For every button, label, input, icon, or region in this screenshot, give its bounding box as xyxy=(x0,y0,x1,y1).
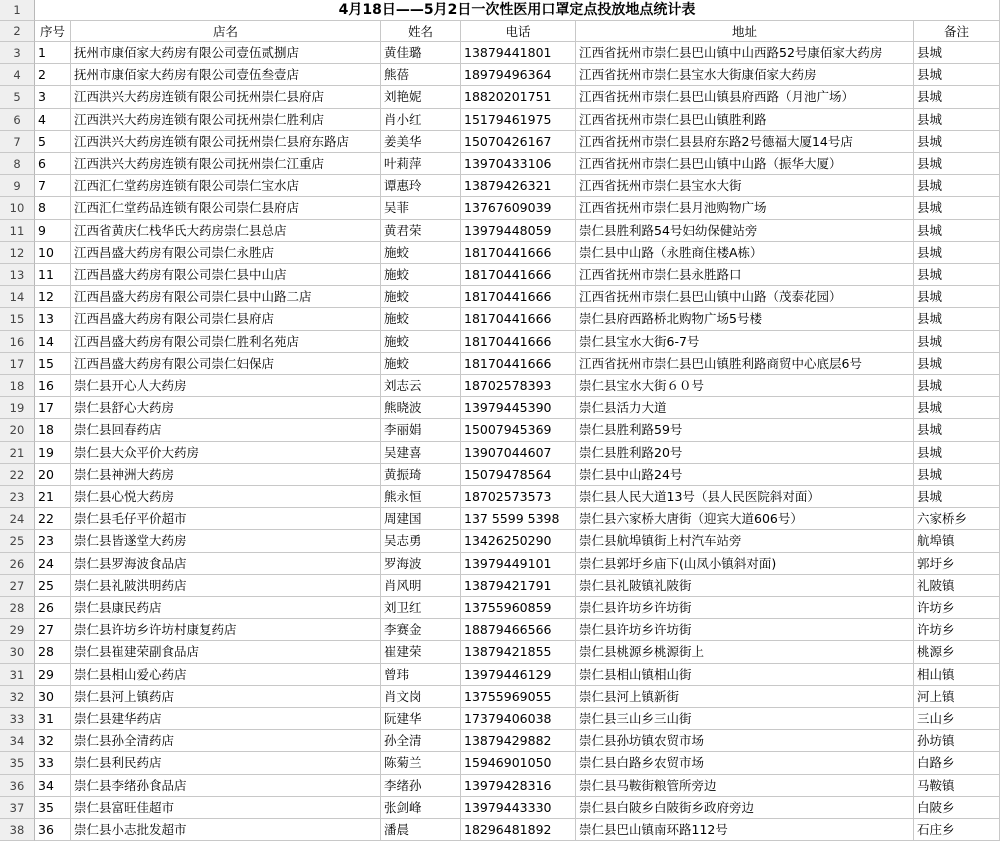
table-row xyxy=(0,508,1000,530)
cell-seq[interactable]: 26 xyxy=(35,597,71,619)
cell-phone[interactable]: 18170441666 xyxy=(461,331,576,353)
cell-seq[interactable]: 6 xyxy=(35,153,71,175)
cell-contact-name[interactable]: 孙全清 xyxy=(381,730,461,752)
cell-note[interactable]: 县城 xyxy=(914,442,1000,464)
cell-address[interactable]: 崇仁县中山路（永胜商住楼A栋） xyxy=(576,242,914,264)
cell-note[interactable]: 三山乡 xyxy=(914,708,1000,730)
cell-store-name[interactable]: 江西洪兴大药房连锁有限公司抚州崇仁县府东路店 xyxy=(71,131,381,153)
cell-note[interactable]: 县城 xyxy=(914,308,1000,330)
row-number[interactable]: 14 xyxy=(0,286,35,308)
cell-note[interactable]: 白路乡 xyxy=(914,752,1000,774)
cell-store-name[interactable]: 崇仁县崔建荣副食品店 xyxy=(71,641,381,663)
header-address[interactable]: 地址 xyxy=(576,21,914,42)
table-row xyxy=(0,131,1000,153)
cell-phone[interactable]: 13879421855 xyxy=(461,641,576,663)
cell-seq[interactable]: 24 xyxy=(35,553,71,575)
cell-seq[interactable]: 20 xyxy=(35,464,71,486)
cell-phone[interactable]: 18170441666 xyxy=(461,242,576,264)
cell-note[interactable]: 航埠镇 xyxy=(914,530,1000,552)
cell-address[interactable]: 江西省抚州市崇仁县巴山镇胜利路商贸中心底层6号 xyxy=(576,353,914,375)
cell-seq[interactable]: 23 xyxy=(35,530,71,552)
table-row xyxy=(0,530,1000,552)
cell-contact-name[interactable]: 熊蓓 xyxy=(381,64,461,86)
cell-store-name[interactable]: 江西省黄庆仁栈华氏大药房崇仁县总店 xyxy=(71,220,381,242)
cell-contact-name[interactable]: 施蛟 xyxy=(381,286,461,308)
cell-phone[interactable]: 13907044607 xyxy=(461,442,576,464)
cell-seq[interactable]: 11 xyxy=(35,264,71,286)
cell-seq[interactable]: 33 xyxy=(35,752,71,774)
cell-seq[interactable]: 4 xyxy=(35,109,71,131)
cell-store-name[interactable]: 江西昌盛大药房有限公司崇仁县中山店 xyxy=(71,264,381,286)
cell-phone[interactable]: 15946901050 xyxy=(461,752,576,774)
table-row xyxy=(0,175,1000,197)
cell-seq[interactable]: 2 xyxy=(35,64,71,86)
cell-address[interactable]: 崇仁县白路乡农贸市场 xyxy=(576,752,914,774)
cell-store-name[interactable]: 江西汇仁堂药品连锁有限公司崇仁县府店 xyxy=(71,197,381,219)
row-number[interactable]: 22 xyxy=(0,464,35,486)
cell-store-name[interactable]: 崇仁县康民药店 xyxy=(71,597,381,619)
row-number[interactable]: 27 xyxy=(0,575,35,597)
cell-store-name[interactable]: 崇仁县回春药店 xyxy=(71,419,381,441)
cell-seq[interactable]: 14 xyxy=(35,331,71,353)
cell-seq[interactable]: 1 xyxy=(35,42,71,64)
cell-phone[interactable]: 13979428316 xyxy=(461,775,576,797)
row-number[interactable]: 34 xyxy=(0,730,35,752)
cell-contact-name[interactable]: 施蛟 xyxy=(381,264,461,286)
row-number[interactable]: 35 xyxy=(0,752,35,774)
cell-address[interactable]: 崇仁县宝水大街6-7号 xyxy=(576,331,914,353)
cell-store-name[interactable]: 江西洪兴大药房连锁有限公司抚州崇仁江重店 xyxy=(71,153,381,175)
header-seq[interactable]: 序号 xyxy=(35,21,71,42)
row-number[interactable]: 29 xyxy=(0,619,35,641)
cell-contact-name[interactable]: 陈菊兰 xyxy=(381,752,461,774)
cell-address[interactable]: 江西省抚州市崇仁县县府东路2号德福大厦14号店 xyxy=(576,131,914,153)
table-row xyxy=(0,819,1000,841)
table-row xyxy=(0,775,1000,797)
cell-phone[interactable]: 18879466566 xyxy=(461,619,576,641)
cell-phone[interactable]: 13755960859 xyxy=(461,597,576,619)
row-number[interactable]: 7 xyxy=(0,131,35,153)
cell-address[interactable]: 崇仁县桃源乡桃源街上 xyxy=(576,641,914,663)
cell-contact-name[interactable]: 刘志云 xyxy=(381,375,461,397)
cell-store-name[interactable]: 江西昌盛大药房有限公司崇仁胜利名苑店 xyxy=(71,331,381,353)
cell-note[interactable]: 县城 xyxy=(914,109,1000,131)
cell-contact-name[interactable]: 熊永恒 xyxy=(381,486,461,508)
cell-seq[interactable]: 16 xyxy=(35,375,71,397)
table-row xyxy=(0,752,1000,774)
table-row xyxy=(0,464,1000,486)
cell-note[interactable]: 县城 xyxy=(914,175,1000,197)
cell-contact-name[interactable]: 施蛟 xyxy=(381,242,461,264)
cell-note[interactable]: 县城 xyxy=(914,375,1000,397)
cell-store-name[interactable]: 崇仁县小志批发超市 xyxy=(71,819,381,841)
table-row xyxy=(0,397,1000,419)
row-number[interactable]: 17 xyxy=(0,353,35,375)
table-row xyxy=(0,641,1000,663)
cell-address[interactable]: 崇仁县胜利路59号 xyxy=(576,419,914,441)
sheet-title[interactable]: 4月18日——5月2日一次性医用口罩定点投放地点统计表 xyxy=(35,0,1000,21)
cell-contact-name[interactable]: 黄君荣 xyxy=(381,220,461,242)
cell-contact-name[interactable]: 周建国 xyxy=(381,508,461,530)
row-number[interactable]: 20 xyxy=(0,419,35,441)
cell-address[interactable]: 崇仁县河上镇新街 xyxy=(576,686,914,708)
cell-note[interactable]: 白陂乡 xyxy=(914,797,1000,819)
cell-contact-name[interactable]: 罗海波 xyxy=(381,553,461,575)
row-number[interactable]: 8 xyxy=(0,153,35,175)
table-row xyxy=(0,153,1000,175)
cell-store-name[interactable]: 崇仁县利民药店 xyxy=(71,752,381,774)
row-number[interactable]: 18 xyxy=(0,375,35,397)
cell-seq[interactable]: 27 xyxy=(35,619,71,641)
table-row xyxy=(0,64,1000,86)
cell-seq[interactable]: 3 xyxy=(35,86,71,108)
cell-note[interactable]: 桃源乡 xyxy=(914,641,1000,663)
cell-address[interactable]: 崇仁县相山镇相山街 xyxy=(576,664,914,686)
cell-phone[interactable]: 13979445390 xyxy=(461,397,576,419)
cell-note[interactable]: 县城 xyxy=(914,264,1000,286)
cell-seq[interactable]: 36 xyxy=(35,819,71,841)
cell-note[interactable]: 河上镇 xyxy=(914,686,1000,708)
table-row xyxy=(0,42,1000,64)
cell-contact-name[interactable]: 姜美华 xyxy=(381,131,461,153)
cell-phone[interactable]: 137 5599 5398 xyxy=(461,508,576,530)
row-number[interactable]: 31 xyxy=(0,664,35,686)
row-number[interactable]: 3 xyxy=(0,42,35,64)
cell-seq[interactable]: 12 xyxy=(35,286,71,308)
cell-address[interactable]: 江西省抚州市崇仁县月池购物广场 xyxy=(576,197,914,219)
row-number[interactable]: 9 xyxy=(0,175,35,197)
cell-store-name[interactable]: 崇仁县开心人大药房 xyxy=(71,375,381,397)
cell-store-name[interactable]: 江西昌盛大药房有限公司崇仁县中山路二店 xyxy=(71,286,381,308)
cell-address[interactable]: 江西省抚州市崇仁县巴山镇中山路（茂泰花园） xyxy=(576,286,914,308)
cell-note[interactable]: 许坊乡 xyxy=(914,619,1000,641)
cell-phone[interactable]: 18170441666 xyxy=(461,353,576,375)
cell-contact-name[interactable]: 张剑峰 xyxy=(381,797,461,819)
cell-address[interactable]: 崇仁县中山路24号 xyxy=(576,464,914,486)
header-name[interactable]: 姓名 xyxy=(381,21,461,42)
table-row xyxy=(0,486,1000,508)
row-number[interactable]: 19 xyxy=(0,397,35,419)
cell-address[interactable]: 江西省抚州市崇仁县巴山镇胜利路 xyxy=(576,109,914,131)
cell-store-name[interactable]: 崇仁县毛仔平价超市 xyxy=(71,508,381,530)
header-note[interactable]: 备注 xyxy=(914,21,1000,42)
cell-seq[interactable]: 30 xyxy=(35,686,71,708)
cell-contact-name[interactable]: 李丽娟 xyxy=(381,419,461,441)
cell-address[interactable]: 崇仁县活力大道 xyxy=(576,397,914,419)
cell-address[interactable]: 崇仁县许坊乡许坊街 xyxy=(576,597,914,619)
cell-contact-name[interactable]: 谭惠玲 xyxy=(381,175,461,197)
cell-note[interactable]: 许坊乡 xyxy=(914,597,1000,619)
cell-seq[interactable]: 19 xyxy=(35,442,71,464)
row-number[interactable]: 10 xyxy=(0,197,35,219)
cell-phone[interactable]: 18170441666 xyxy=(461,264,576,286)
cell-address[interactable]: 崇仁县人民大道13号（县人民医院斜对面） xyxy=(576,486,914,508)
cell-seq[interactable]: 22 xyxy=(35,508,71,530)
row-number[interactable]: 1 xyxy=(0,0,35,21)
cell-note[interactable]: 县城 xyxy=(914,153,1000,175)
cell-address[interactable]: 江西省抚州市崇仁县永胜路口 xyxy=(576,264,914,286)
table-row xyxy=(0,553,1000,575)
table-row xyxy=(0,597,1000,619)
cell-seq[interactable]: 8 xyxy=(35,197,71,219)
cell-seq[interactable]: 28 xyxy=(35,641,71,663)
row-number[interactable]: 32 xyxy=(0,686,35,708)
cell-phone[interactable]: 18702573573 xyxy=(461,486,576,508)
cell-seq[interactable]: 25 xyxy=(35,575,71,597)
table-row xyxy=(0,419,1000,441)
cell-phone[interactable]: 13879426321 xyxy=(461,175,576,197)
row-number[interactable]: 30 xyxy=(0,641,35,663)
cell-note[interactable]: 县城 xyxy=(914,331,1000,353)
cell-address[interactable]: 崇仁县航埠镇街上村汽车站旁 xyxy=(576,530,914,552)
cell-contact-name[interactable]: 曾玮 xyxy=(381,664,461,686)
cell-store-name[interactable]: 江西昌盛大药房有限公司崇仁永胜店 xyxy=(71,242,381,264)
row-number[interactable]: 11 xyxy=(0,220,35,242)
cell-phone[interactable]: 15179461975 xyxy=(461,109,576,131)
cell-note[interactable]: 县城 xyxy=(914,197,1000,219)
cell-store-name[interactable]: 崇仁县许坊乡许坊村康复药店 xyxy=(71,619,381,641)
cell-contact-name[interactable]: 肖风明 xyxy=(381,575,461,597)
cell-address[interactable]: 崇仁县马鞍街粮管所旁边 xyxy=(576,775,914,797)
cell-store-name[interactable]: 崇仁县舒心大药房 xyxy=(71,397,381,419)
cell-contact-name[interactable]: 施蛟 xyxy=(381,331,461,353)
cell-contact-name[interactable]: 吴志勇 xyxy=(381,530,461,552)
cell-note[interactable]: 县城 xyxy=(914,486,1000,508)
cell-seq[interactable]: 10 xyxy=(35,242,71,264)
cell-contact-name[interactable]: 阮建华 xyxy=(381,708,461,730)
cell-address[interactable]: 崇仁县许坊乡许坊街 xyxy=(576,619,914,641)
row-number[interactable]: 36 xyxy=(0,775,35,797)
cell-phone[interactable]: 18702578393 xyxy=(461,375,576,397)
cell-store-name[interactable]: 崇仁县富旺佳超市 xyxy=(71,797,381,819)
cell-address[interactable]: 崇仁县礼陂镇礼陂街 xyxy=(576,575,914,597)
cell-store-name[interactable]: 崇仁县孙全清药店 xyxy=(71,730,381,752)
cell-note[interactable]: 县城 xyxy=(914,220,1000,242)
cell-address[interactable]: 崇仁县孙坊镇农贸市场 xyxy=(576,730,914,752)
cell-address[interactable]: 江西省抚州市崇仁县巴山镇中山路（振华大厦） xyxy=(576,153,914,175)
cell-address[interactable]: 崇仁县白陂乡白陂街乡政府旁边 xyxy=(576,797,914,819)
row-number[interactable]: 23 xyxy=(0,486,35,508)
cell-store-name[interactable]: 崇仁县皆遂堂大药房 xyxy=(71,530,381,552)
cell-phone[interactable]: 13970433106 xyxy=(461,153,576,175)
cell-phone[interactable]: 15070426167 xyxy=(461,131,576,153)
row-number[interactable]: 4 xyxy=(0,64,35,86)
cell-note[interactable]: 县城 xyxy=(914,353,1000,375)
row-number[interactable]: 33 xyxy=(0,708,35,730)
row-number[interactable]: 28 xyxy=(0,597,35,619)
cell-note[interactable]: 县城 xyxy=(914,64,1000,86)
table-row xyxy=(0,353,1000,375)
cell-phone[interactable]: 13879421791 xyxy=(461,575,576,597)
cell-phone[interactable]: 15079478564 xyxy=(461,464,576,486)
cell-note[interactable]: 县城 xyxy=(914,131,1000,153)
cell-seq[interactable]: 29 xyxy=(35,664,71,686)
cell-store-name[interactable]: 抚州市康佰家大药房有限公司壹伍贰捌店 xyxy=(71,42,381,64)
cell-store-name[interactable]: 崇仁县神洲大药房 xyxy=(71,464,381,486)
row-number[interactable]: 15 xyxy=(0,308,35,330)
cell-store-name[interactable]: 崇仁县礼陂洪明药店 xyxy=(71,575,381,597)
cell-store-name[interactable]: 江西昌盛大药房有限公司崇仁县府店 xyxy=(71,308,381,330)
row-number[interactable]: 26 xyxy=(0,553,35,575)
cell-seq[interactable]: 9 xyxy=(35,220,71,242)
cell-phone[interactable]: 18979496364 xyxy=(461,64,576,86)
cell-seq[interactable]: 17 xyxy=(35,397,71,419)
cell-note[interactable]: 郭圩乡 xyxy=(914,553,1000,575)
cell-contact-name[interactable]: 肖文岗 xyxy=(381,686,461,708)
row-number[interactable]: 37 xyxy=(0,797,35,819)
cell-contact-name[interactable]: 叶莉萍 xyxy=(381,153,461,175)
cell-address[interactable]: 崇仁县郭圩乡庙下(山凤小镇斜对面) xyxy=(576,553,914,575)
cell-note[interactable]: 六家桥乡 xyxy=(914,508,1000,530)
table-row xyxy=(0,375,1000,397)
cell-contact-name[interactable]: 施蛟 xyxy=(381,308,461,330)
table-row xyxy=(0,797,1000,819)
cell-contact-name[interactable]: 李赛金 xyxy=(381,619,461,641)
table-row xyxy=(0,286,1000,308)
cell-address[interactable]: 江西省抚州市崇仁县宝水大街康佰家大药房 xyxy=(576,64,914,86)
cell-note[interactable]: 石庄乡 xyxy=(914,819,1000,841)
cell-note[interactable]: 马鞍镇 xyxy=(914,775,1000,797)
cell-phone[interactable]: 15007945369 xyxy=(461,419,576,441)
cell-note[interactable]: 孙坊镇 xyxy=(914,730,1000,752)
cell-seq[interactable]: 5 xyxy=(35,131,71,153)
cell-store-name[interactable]: 崇仁县河上镇药店 xyxy=(71,686,381,708)
cell-store-name[interactable]: 崇仁县建华药店 xyxy=(71,708,381,730)
cell-store-name[interactable]: 崇仁县罗海波食品店 xyxy=(71,553,381,575)
row-number[interactable]: 24 xyxy=(0,508,35,530)
table-row xyxy=(0,331,1000,353)
table-row xyxy=(0,575,1000,597)
cell-note[interactable]: 相山镇 xyxy=(914,664,1000,686)
cell-store-name[interactable]: 崇仁县大众平价大药房 xyxy=(71,442,381,464)
row-number[interactable]: 12 xyxy=(0,242,35,264)
cell-phone[interactable]: 18296481892 xyxy=(461,819,576,841)
cell-store-name[interactable]: 崇仁县相山爱心药店 xyxy=(71,664,381,686)
cell-address[interactable]: 崇仁县府西路桥北购物广场5号楼 xyxy=(576,308,914,330)
cell-note[interactable]: 县城 xyxy=(914,86,1000,108)
cell-phone[interactable]: 17379406038 xyxy=(461,708,576,730)
row-number[interactable]: 25 xyxy=(0,530,35,552)
cell-store-name[interactable]: 崇仁县李绪孙食品店 xyxy=(71,775,381,797)
cell-phone[interactable]: 13879429882 xyxy=(461,730,576,752)
table-row xyxy=(0,619,1000,641)
cell-contact-name[interactable]: 肖小红 xyxy=(381,109,461,131)
cell-note[interactable]: 县城 xyxy=(914,419,1000,441)
cell-address[interactable]: 江西省抚州市崇仁县宝水大街 xyxy=(576,175,914,197)
cell-address[interactable]: 江西省抚州市崇仁县巴山镇县府西路（月池广场） xyxy=(576,86,914,108)
cell-phone[interactable]: 13979449101 xyxy=(461,553,576,575)
cell-seq[interactable]: 31 xyxy=(35,708,71,730)
header-store[interactable]: 店名 xyxy=(71,21,381,42)
cell-seq[interactable]: 13 xyxy=(35,308,71,330)
table-row xyxy=(0,220,1000,242)
table-row xyxy=(0,242,1000,264)
cell-contact-name[interactable]: 刘卫红 xyxy=(381,597,461,619)
cell-seq[interactable]: 7 xyxy=(35,175,71,197)
cell-contact-name[interactable]: 黄佳璐 xyxy=(381,42,461,64)
cell-phone[interactable]: 13979448059 xyxy=(461,220,576,242)
table-row xyxy=(0,86,1000,108)
cell-phone[interactable]: 13755969055 xyxy=(461,686,576,708)
table-row xyxy=(0,708,1000,730)
table-row xyxy=(0,686,1000,708)
table-row xyxy=(0,730,1000,752)
row-number[interactable]: 38 xyxy=(0,819,35,841)
cell-store-name[interactable]: 崇仁县心悦大药房 xyxy=(71,486,381,508)
cell-seq[interactable]: 18 xyxy=(35,419,71,441)
cell-phone[interactable]: 13879441801 xyxy=(461,42,576,64)
cell-seq[interactable]: 21 xyxy=(35,486,71,508)
cell-store-name[interactable]: 抚州市康佰家大药房有限公司壹伍叁壹店 xyxy=(71,64,381,86)
cell-address[interactable]: 江西省抚州市崇仁县巴山镇中山西路52号康佰家大药房 xyxy=(576,42,914,64)
header-phone[interactable]: 电话 xyxy=(461,21,576,42)
row-number[interactable]: 13 xyxy=(0,264,35,286)
header-row xyxy=(0,21,1000,42)
cell-note[interactable]: 县城 xyxy=(914,397,1000,419)
cell-phone[interactable]: 18170441666 xyxy=(461,308,576,330)
cell-contact-name[interactable]: 黄振琦 xyxy=(381,464,461,486)
cell-contact-name[interactable]: 熊晓波 xyxy=(381,397,461,419)
cell-address[interactable]: 崇仁县宝水大街６０号 xyxy=(576,375,914,397)
cell-phone[interactable]: 13979443330 xyxy=(461,797,576,819)
cell-store-name[interactable]: 江西汇仁堂药房连锁有限公司崇仁宝水店 xyxy=(71,175,381,197)
cell-phone[interactable]: 13426250290 xyxy=(461,530,576,552)
cell-phone[interactable]: 13979446129 xyxy=(461,664,576,686)
table-row xyxy=(0,264,1000,286)
cell-contact-name[interactable]: 李绪孙 xyxy=(381,775,461,797)
cell-store-name[interactable]: 江西洪兴大药房连锁有限公司抚州崇仁县府店 xyxy=(71,86,381,108)
cell-note[interactable]: 县城 xyxy=(914,42,1000,64)
table-row xyxy=(0,442,1000,464)
cell-contact-name[interactable]: 潘晨 xyxy=(381,819,461,841)
cell-note[interactable]: 县城 xyxy=(914,242,1000,264)
cell-contact-name[interactable]: 刘艳妮 xyxy=(381,86,461,108)
cell-contact-name[interactable]: 吴菲 xyxy=(381,197,461,219)
row-number[interactable]: 16 xyxy=(0,331,35,353)
cell-address[interactable]: 崇仁县三山乡三山街 xyxy=(576,708,914,730)
cell-address[interactable]: 崇仁县胜利路20号 xyxy=(576,442,914,464)
cell-seq[interactable]: 35 xyxy=(35,797,71,819)
cell-phone[interactable]: 13767609039 xyxy=(461,197,576,219)
row-number[interactable]: 6 xyxy=(0,109,35,131)
row-number[interactable]: 2 xyxy=(0,21,35,42)
cell-seq[interactable]: 32 xyxy=(35,730,71,752)
row-number[interactable]: 21 xyxy=(0,442,35,464)
title-row xyxy=(0,0,1000,21)
cell-phone[interactable]: 18170441666 xyxy=(461,286,576,308)
cell-contact-name[interactable]: 崔建荣 xyxy=(381,641,461,663)
table-row xyxy=(0,308,1000,330)
cell-note[interactable]: 礼陂镇 xyxy=(914,575,1000,597)
table-row xyxy=(0,197,1000,219)
cell-store-name[interactable]: 江西昌盛大药房有限公司崇仁妇保店 xyxy=(71,353,381,375)
cell-contact-name[interactable]: 施蛟 xyxy=(381,353,461,375)
cell-address[interactable]: 崇仁县巴山镇南环路112号 xyxy=(576,819,914,841)
cell-seq[interactable]: 34 xyxy=(35,775,71,797)
row-number[interactable]: 5 xyxy=(0,86,35,108)
cell-seq[interactable]: 15 xyxy=(35,353,71,375)
cell-address[interactable]: 崇仁县胜利路54号妇幼保健站旁 xyxy=(576,220,914,242)
table-row xyxy=(0,664,1000,686)
table-row xyxy=(0,109,1000,131)
cell-address[interactable]: 崇仁县六家桥大唐街（迎宾大道606号） xyxy=(576,508,914,530)
cell-note[interactable]: 县城 xyxy=(914,286,1000,308)
cell-note[interactable]: 县城 xyxy=(914,464,1000,486)
cell-phone[interactable]: 18820201751 xyxy=(461,86,576,108)
cell-contact-name[interactable]: 吴建喜 xyxy=(381,442,461,464)
cell-store-name[interactable]: 江西洪兴大药房连锁有限公司抚州崇仁胜利店 xyxy=(71,109,381,131)
